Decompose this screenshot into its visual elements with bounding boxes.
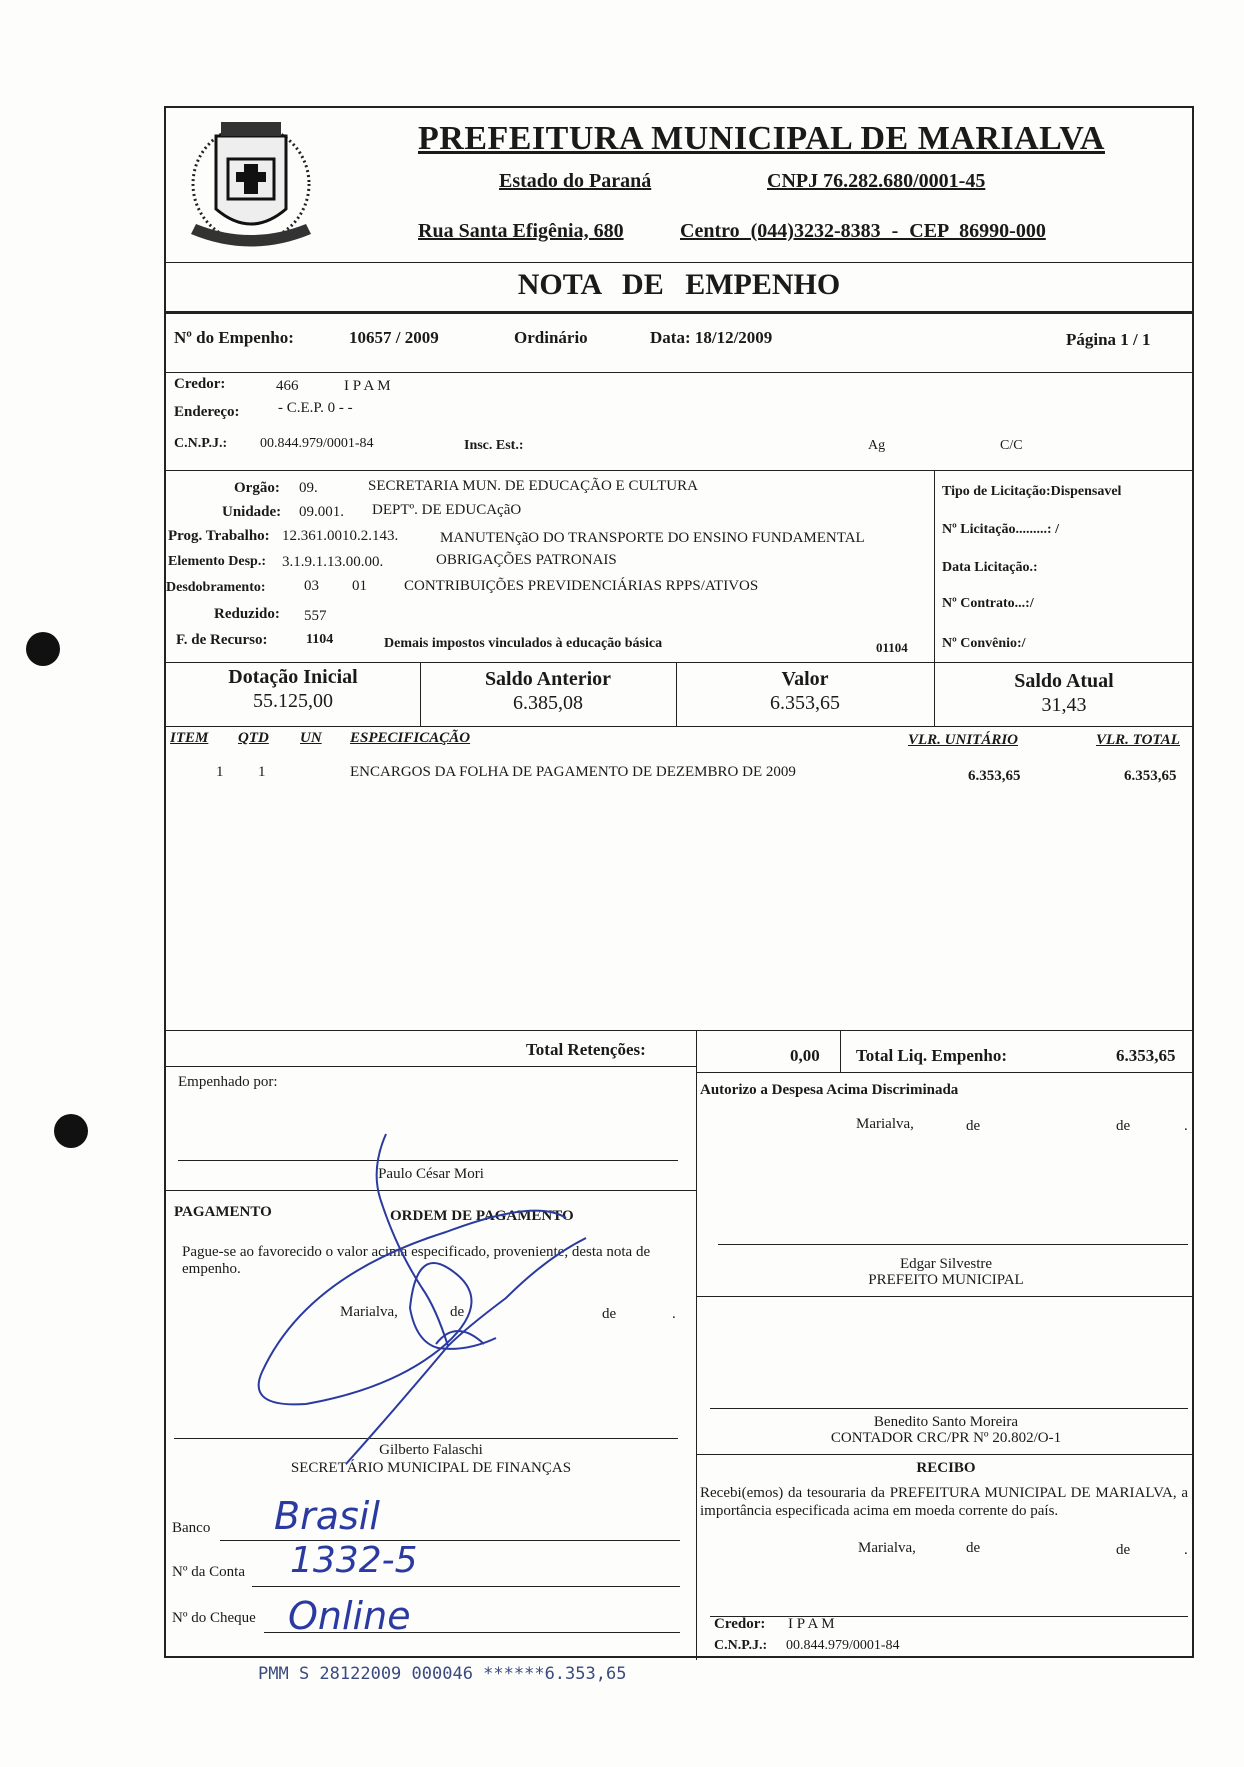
conta-label: Nº da Conta (172, 1564, 245, 1580)
unidade-label: Unidade: (222, 504, 282, 520)
recibo-cnpj-label: C.N.P.J.: (714, 1638, 768, 1653)
recibo-credor-value: I P A M (788, 1616, 835, 1632)
signer-gilberto-falaschi: Gilberto Falaschi (379, 1442, 483, 1458)
pagamento-marialva: Marialva, (340, 1304, 398, 1320)
ag-label: Ag (868, 438, 886, 453)
total-liq-value: 6.353,65 (1116, 1046, 1176, 1065)
numero-contrato: Nº Contrato...:/ (942, 596, 1034, 611)
pagamento-heading: PAGAMENTO (174, 1204, 272, 1220)
data-licitacao: Data Licitação.: (942, 560, 1038, 575)
recurso-desc: Demais impostos vinculados à educação básica (384, 636, 663, 651)
document-title: NOTA DE EMPENHO (517, 268, 841, 301)
prog-trabalho-label: Prog. Trabalho: (168, 528, 270, 544)
desdobramento-code1: 03 (304, 578, 319, 594)
empenhado-por-label: Empenhado por: (178, 1074, 278, 1090)
valor-label: Valor (781, 668, 829, 690)
dotacao-inicial-label: Dotação Inicial (228, 666, 358, 688)
cc-label: C/C (1000, 438, 1023, 453)
empenho-type: Ordinário (514, 328, 588, 347)
empenho-date: Data: 18/12/2009 (650, 328, 773, 347)
header-state: Estado do Paraná (499, 170, 652, 192)
empenho-number-label: Nº do Empenho: (174, 328, 294, 347)
numero-convenio: Nº Convênio:/ (942, 636, 1026, 651)
signer-benedito-santo-moreira: Benedito Santo Moreira (873, 1414, 1019, 1430)
cheque-label: Nº do Cheque (172, 1610, 256, 1626)
col-vlr-unitario: VLR. UNITÁRIO (908, 732, 1019, 748)
total-retencoes-label: Total Retenções: (526, 1040, 646, 1059)
pagamento-dot: . (672, 1306, 676, 1322)
punch-hole-bottom (54, 1114, 88, 1148)
credor-code: 466 (276, 378, 299, 394)
col-vlr-total: VLR. TOTAL (1096, 732, 1180, 748)
cnpj-label: C.N.P.J.: (174, 436, 228, 451)
credor-label: Credor: (174, 376, 226, 392)
desdobramento-code2: 01 (352, 578, 367, 594)
recibo-heading: RECIBO (916, 1460, 976, 1476)
elemento-desp-label: Elemento Desp.: (168, 554, 266, 569)
header-contact: Centro (044)3232-8383 - CEP 86990-000 (680, 220, 1046, 242)
cheque-handwritten: Online (288, 1594, 411, 1638)
handwritten-signature (166, 108, 1196, 1660)
prog-trabalho-code: 12.361.0010.2.143. (282, 528, 399, 544)
insc-est-label: Insc. Est.: (464, 438, 524, 453)
unidade-desc: DEPTº. DE EDUCAçãO (372, 502, 522, 518)
recibo-dot: . (1184, 1542, 1188, 1558)
recibo-de-2: de (1116, 1542, 1131, 1558)
recibo-credor-label: Credor: (714, 1616, 766, 1632)
total-liq-label: Total Liq. Empenho: (856, 1046, 1007, 1065)
header-cnpj: CNPJ 76.282.680/0001-45 (767, 170, 986, 192)
pague-se-text: Pague-se ao favorecido o valor acima especificado, proveniente, desta nota de empenho. (182, 1244, 651, 1277)
bank-stamp: PMM S 28122009 000046 ******6.353,65 (258, 1664, 627, 1684)
recurso-code: 1104 (306, 632, 334, 647)
autorizo-de-2: de (1116, 1118, 1131, 1134)
numero-licitacao: Nº Licitação.........: / (942, 522, 1059, 537)
ordem-de-pagamento-heading: ORDEM DE PAGAMENTO (390, 1208, 574, 1224)
credor-name: I P A M (344, 378, 391, 394)
saldo-anterior-label: Saldo Anterior (484, 668, 612, 690)
item-vlr-total: 6.353,65 (1124, 768, 1177, 784)
empenho-number: 10657 / 2009 (349, 328, 439, 347)
prog-trabalho-desc: MANUTENçãO DO TRANSPORTE DO ENSINO FUNDAMENTAL (440, 530, 865, 546)
banco-label: Banco (172, 1520, 211, 1536)
prefeito-role: PREFEITO MUNICIPAL (868, 1272, 1024, 1288)
page-indicator: Página 1 / 1 (1066, 330, 1151, 349)
orgao-desc: SECRETARIA MUN. DE EDUCAÇÃO E CULTURA (368, 478, 698, 494)
dotacao-inicial-value: 55.125,00 (253, 690, 333, 712)
elemento-desp-desc: OBRIGAÇÕES PATRONAIS (436, 552, 617, 568)
cnpj-value: 00.844.979/0001-84 (260, 436, 374, 451)
recurso-code2: 01104 (876, 640, 908, 655)
autorizo-dot: . (1184, 1118, 1188, 1134)
unidade-code: 09.001. (299, 504, 344, 520)
saldo-atual-value: 31,43 (1041, 694, 1087, 716)
col-qtd: QTD (238, 730, 269, 746)
valor-value: 6.353,65 (770, 692, 840, 714)
signer-edgar-silvestre: Edgar Silvestre (899, 1256, 993, 1272)
saldo-atual-label: Saldo Atual (1014, 670, 1114, 692)
item-vlr-unitario: 6.353,65 (968, 768, 1021, 784)
punch-hole-top (26, 632, 60, 666)
desdobramento-desc: CONTRIBUIÇÕES PREVIDENCIÁRIAS RPPS/ATIVOS (404, 578, 759, 594)
desdobramento-label: Desdobramento: (166, 580, 266, 595)
prefeitura-title: PREFEITURA MUNICIPAL DE MARIALVA (418, 120, 1105, 157)
nota-de-empenho-form (164, 106, 1194, 1658)
recibo-text: Recebi(emos) da tesouraria da PREFEITURA MUNICIPAL DE MARIALVA, a importância especificada acima em moeda corrente do país. (700, 1485, 1188, 1519)
item-number: 1 (216, 764, 224, 780)
saldo-anterior-value: 6.385,08 (513, 692, 583, 714)
conta-handwritten: 1332-5 (290, 1540, 418, 1581)
item-qtd: 1 (258, 764, 266, 780)
endereco-label: Endereço: (174, 404, 240, 420)
elemento-desp-code: 3.1.9.1.13.00.00. (282, 554, 384, 570)
recibo-de-1: de (966, 1540, 981, 1556)
secretario-financas-role: SECRETÁRIO MUNICIPAL DE FINANÇAS (290, 1460, 572, 1476)
endereco-value: - C.E.P. 0 - - (278, 400, 353, 416)
recibo-cnpj-value: 00.844.979/0001-84 (786, 1638, 900, 1653)
col-item: ITEM (170, 730, 209, 746)
recibo-marialva: Marialva, (858, 1540, 916, 1556)
tipo-licitacao: Tipo de Licitação:Dispensavel (942, 484, 1122, 499)
autorizo-de-1: de (966, 1118, 981, 1134)
col-un: UN (300, 730, 322, 746)
signer-paulo-cesar-mori: Paulo César Mori (378, 1166, 484, 1182)
reduzido-label: Reduzido: (214, 606, 280, 622)
autorizo-despesa-text: Autorizo a Despesa Acima Discriminada (700, 1082, 959, 1098)
banco-handwritten: Brasil (274, 1494, 380, 1538)
pagamento-de-1: de (450, 1304, 465, 1320)
contador-role: CONTADOR CRC/PR Nº 20.802/O-1 (830, 1430, 1062, 1446)
col-especificacao: ESPECIFICAÇÃO (350, 730, 471, 746)
item-especificacao: ENCARGOS DA FOLHA DE PAGAMENTO DE DEZEMBRO DE 2009 (350, 764, 796, 780)
reduzido-value: 557 (304, 608, 327, 624)
orgao-code: 09. (299, 480, 318, 496)
autorizo-marialva: Marialva, (856, 1116, 914, 1132)
total-retencoes-value: 0,00 (790, 1046, 820, 1065)
orgao-label: Orgão: (234, 480, 280, 496)
header-address: Rua Santa Efigênia, 680 (418, 220, 624, 242)
recurso-label: F. de Recurso: (176, 632, 268, 648)
pagamento-de-2: de (602, 1306, 617, 1322)
